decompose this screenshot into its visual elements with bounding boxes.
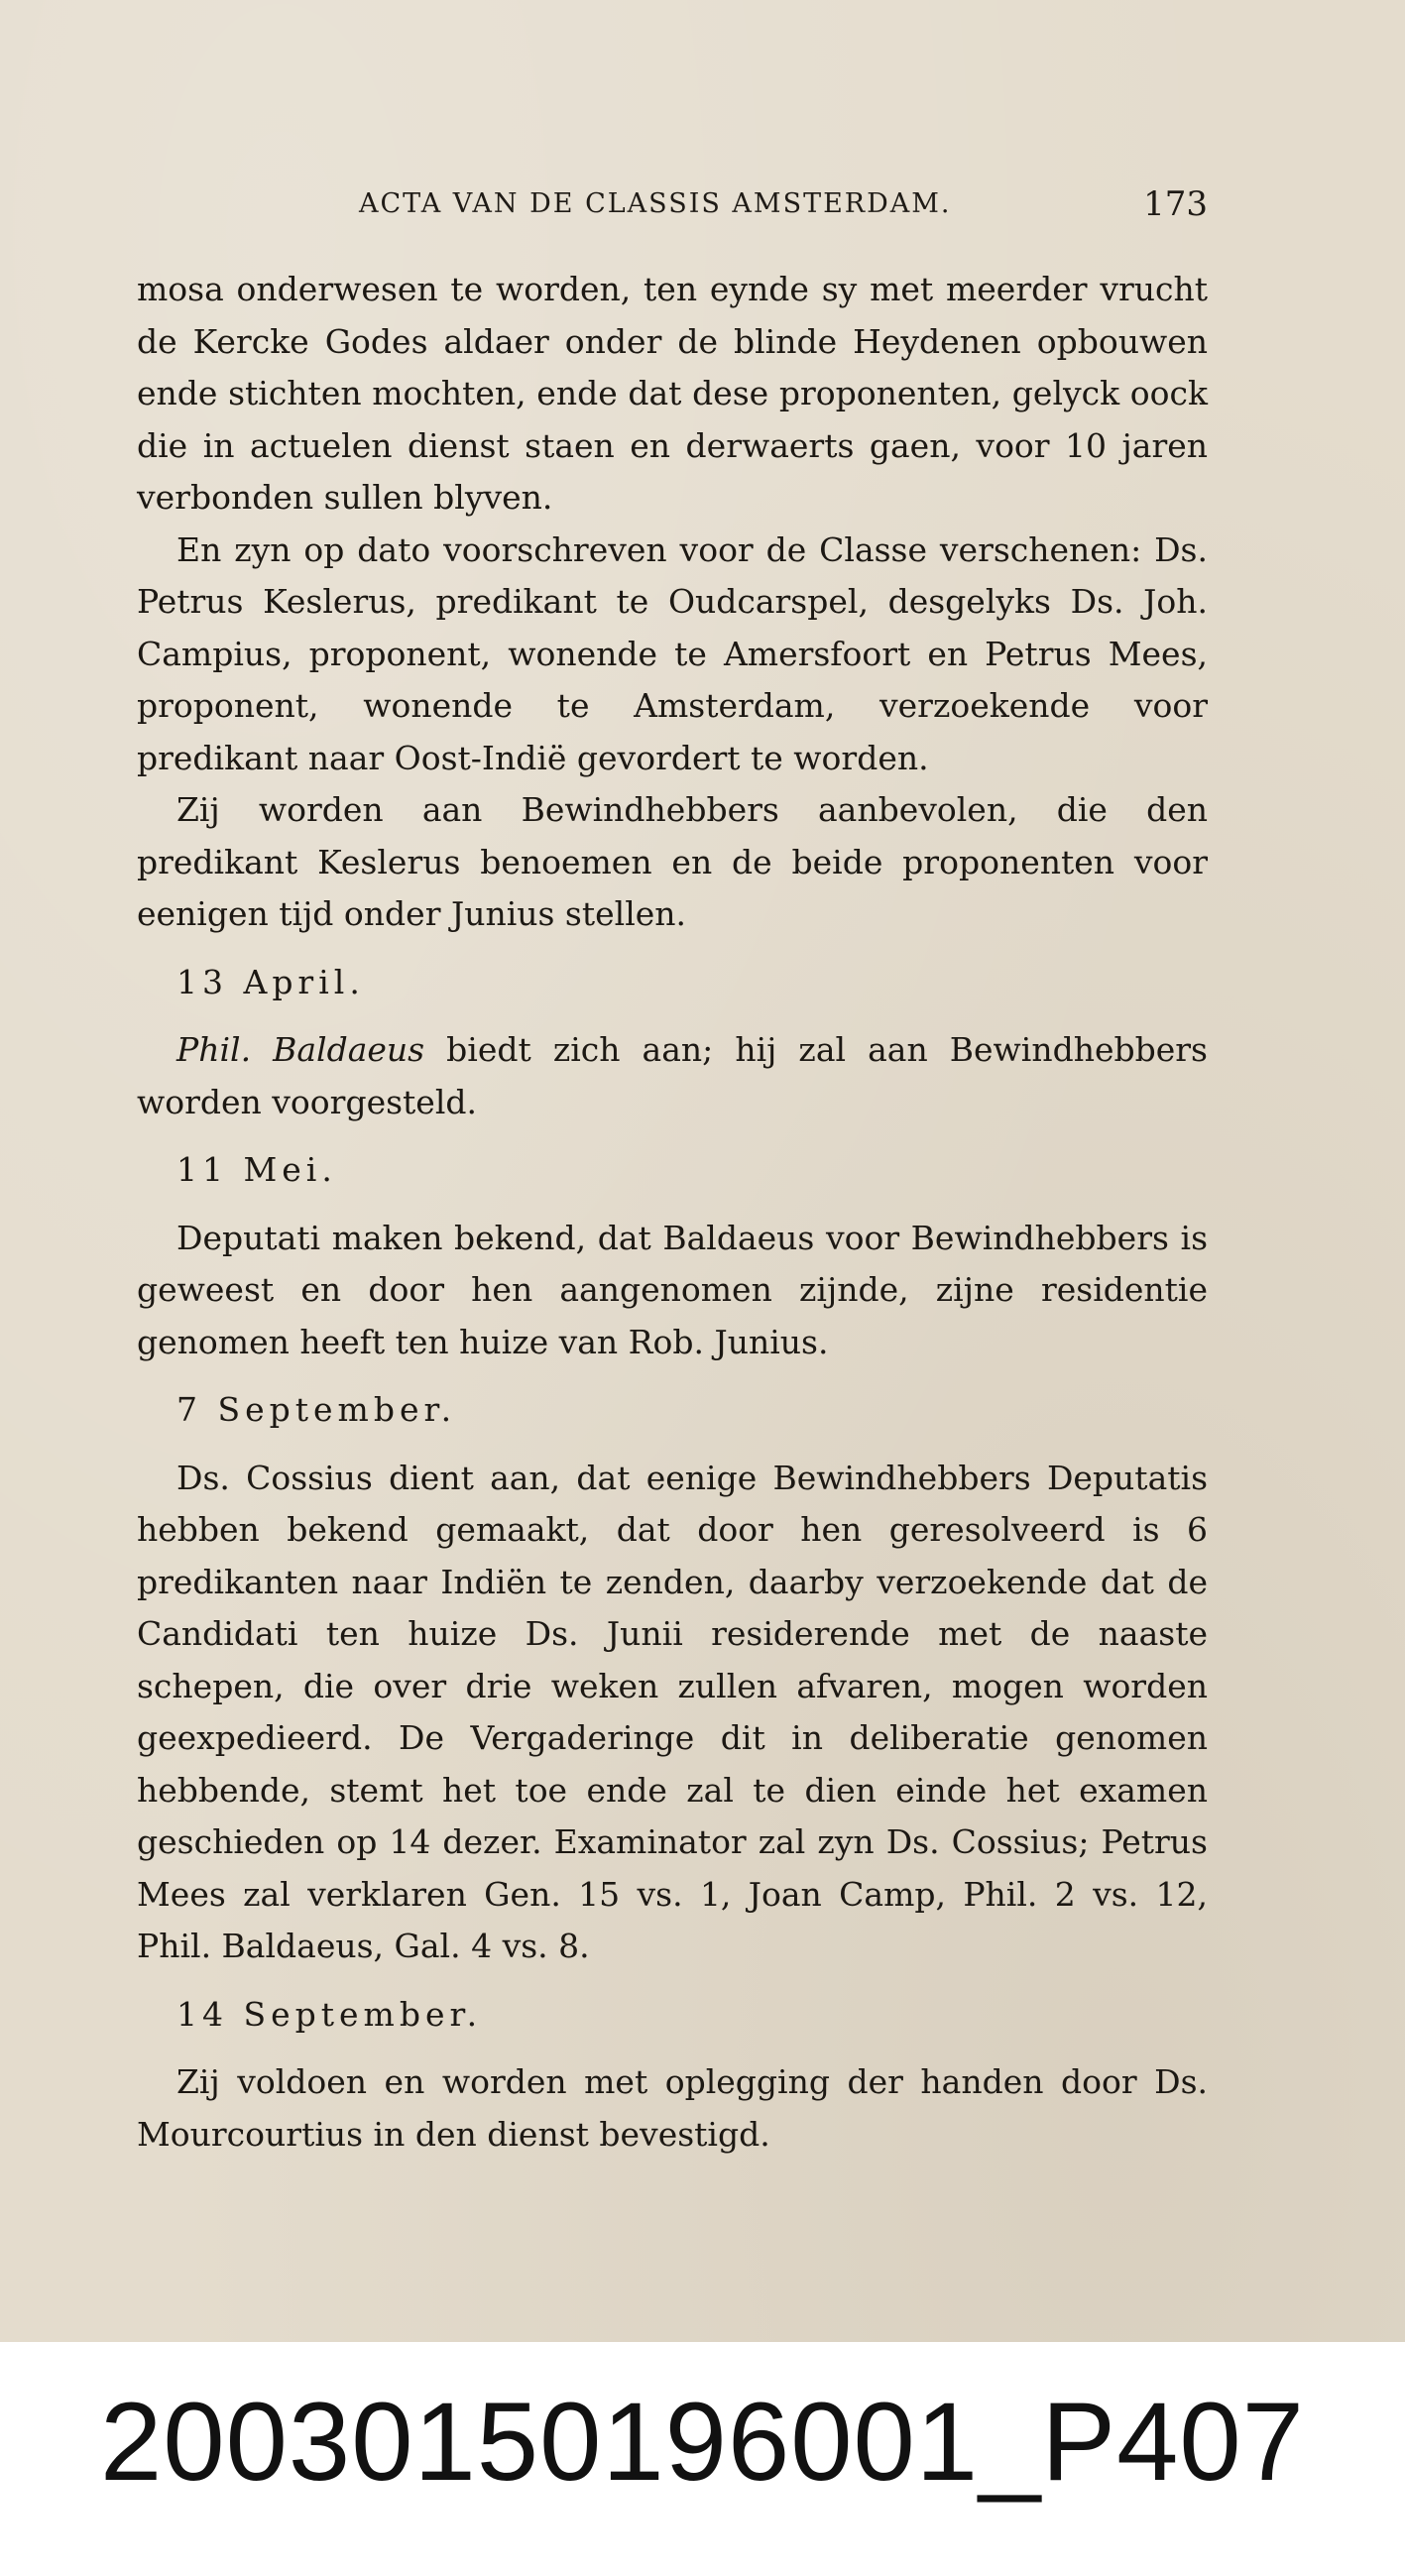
- page-header: [137, 184, 1208, 228]
- section-gap: [137, 1973, 1208, 1989]
- section-gap: [137, 1128, 1208, 1144]
- paragraph-5: Deputati maken bekend, dat Baldaeus voor Bewindhebbers is geweest en door hen aangenomen zijnde, zijne residentie genomen heeft ten huize van Rob. Junius.: [137, 1218, 1208, 1361]
- section-gap: [137, 1008, 1208, 1024]
- date-heading-13-april: 13 April.: [176, 962, 365, 1001]
- page-body: [137, 264, 1208, 2161]
- section-gap: [137, 1437, 1208, 1453]
- section-gap: [137, 941, 1208, 957]
- paragraph-4-text: biedt zich aan; hij zal aan Bewindhebbers worden voorgesteld.: [137, 1030, 1208, 1121]
- paragraph-4: [137, 1024, 1208, 1128]
- section-gap: [137, 1368, 1208, 1384]
- paragraph-2: En zyn op dato voorschreven voor de Classe verschenen: Ds. Petrus Keslerus, predikant te Oudcarspel, desgelyks Ds. Joh. Campius, proponent, wonende te Amersfoort en Petrus Mees, proponent, wonende te Amsterdam, verzoekende voor predikant naar Oost-Indië gevordert te worden.: [137, 529, 1208, 777]
- running-head: ACTA VAN DE CLASSIS AMSTERDAM.: [359, 188, 952, 219]
- paragraph-4-name: Phil. Baldaeus: [176, 1030, 425, 1069]
- section-gap: [137, 1197, 1208, 1213]
- date-heading-7-september: 7 September.: [176, 1390, 457, 1429]
- paragraph-3: Zij worden aan Bewindhebbers aanbevolen, die den predikant Keslerus benoemen en de beide proponenten voor eenigen tijd onder Junius stellen.: [137, 790, 1208, 933]
- date-heading-14-september: 14 September.: [176, 1994, 483, 2034]
- scan-identifier-label: 20030150196001_P407: [100, 2380, 1305, 2504]
- date-heading-11-mei: 11 Mei.: [176, 1150, 337, 1189]
- paragraph-6: Ds. Cossius dient aan, dat eenige Bewindhebbers Deputatis hebben bekend gemaakt, dat door hen geresolveerd is 6 predikanten naar Indiën te zenden, daarby verzoekende dat de Candidati ten huize Ds. Junii residerende met de naaste schepen, die over drie weken zullen afvaren, mogen worden geexpedieerd. De Vergaderinge dit in deliberatie genomen hebbende, stemt het toe ende zal te dien einde het examen geschieden op 14 dezer. Examinator zal zyn Ds. Cossius; Petrus Mees zal verklaren Gen. 15 vs. 1, Joan Camp, Phil. 2 vs. 12, Phil. Baldaeus, Gal. 4 vs. 8.: [137, 1458, 1208, 1965]
- section-gap: [137, 2041, 1208, 2056]
- paragraph-1: mosa onderwesen te worden, ten eynde sy met meerder vrucht de Kercke Godes aldaer onder de blinde Heydenen opbouwen ende stichten mochten, ende dat dese proponenten, gelyck oock die in actuelen dienst staen en derwaerts gaen, voor 10 jaren verbonden sullen blyven.: [137, 270, 1208, 517]
- paragraph-7: Zij voldoen en worden met oplegging der handen door Ds. Mourcourtius in den dienst bevestigd.: [137, 2062, 1208, 2154]
- page-number: 173: [1143, 184, 1208, 224]
